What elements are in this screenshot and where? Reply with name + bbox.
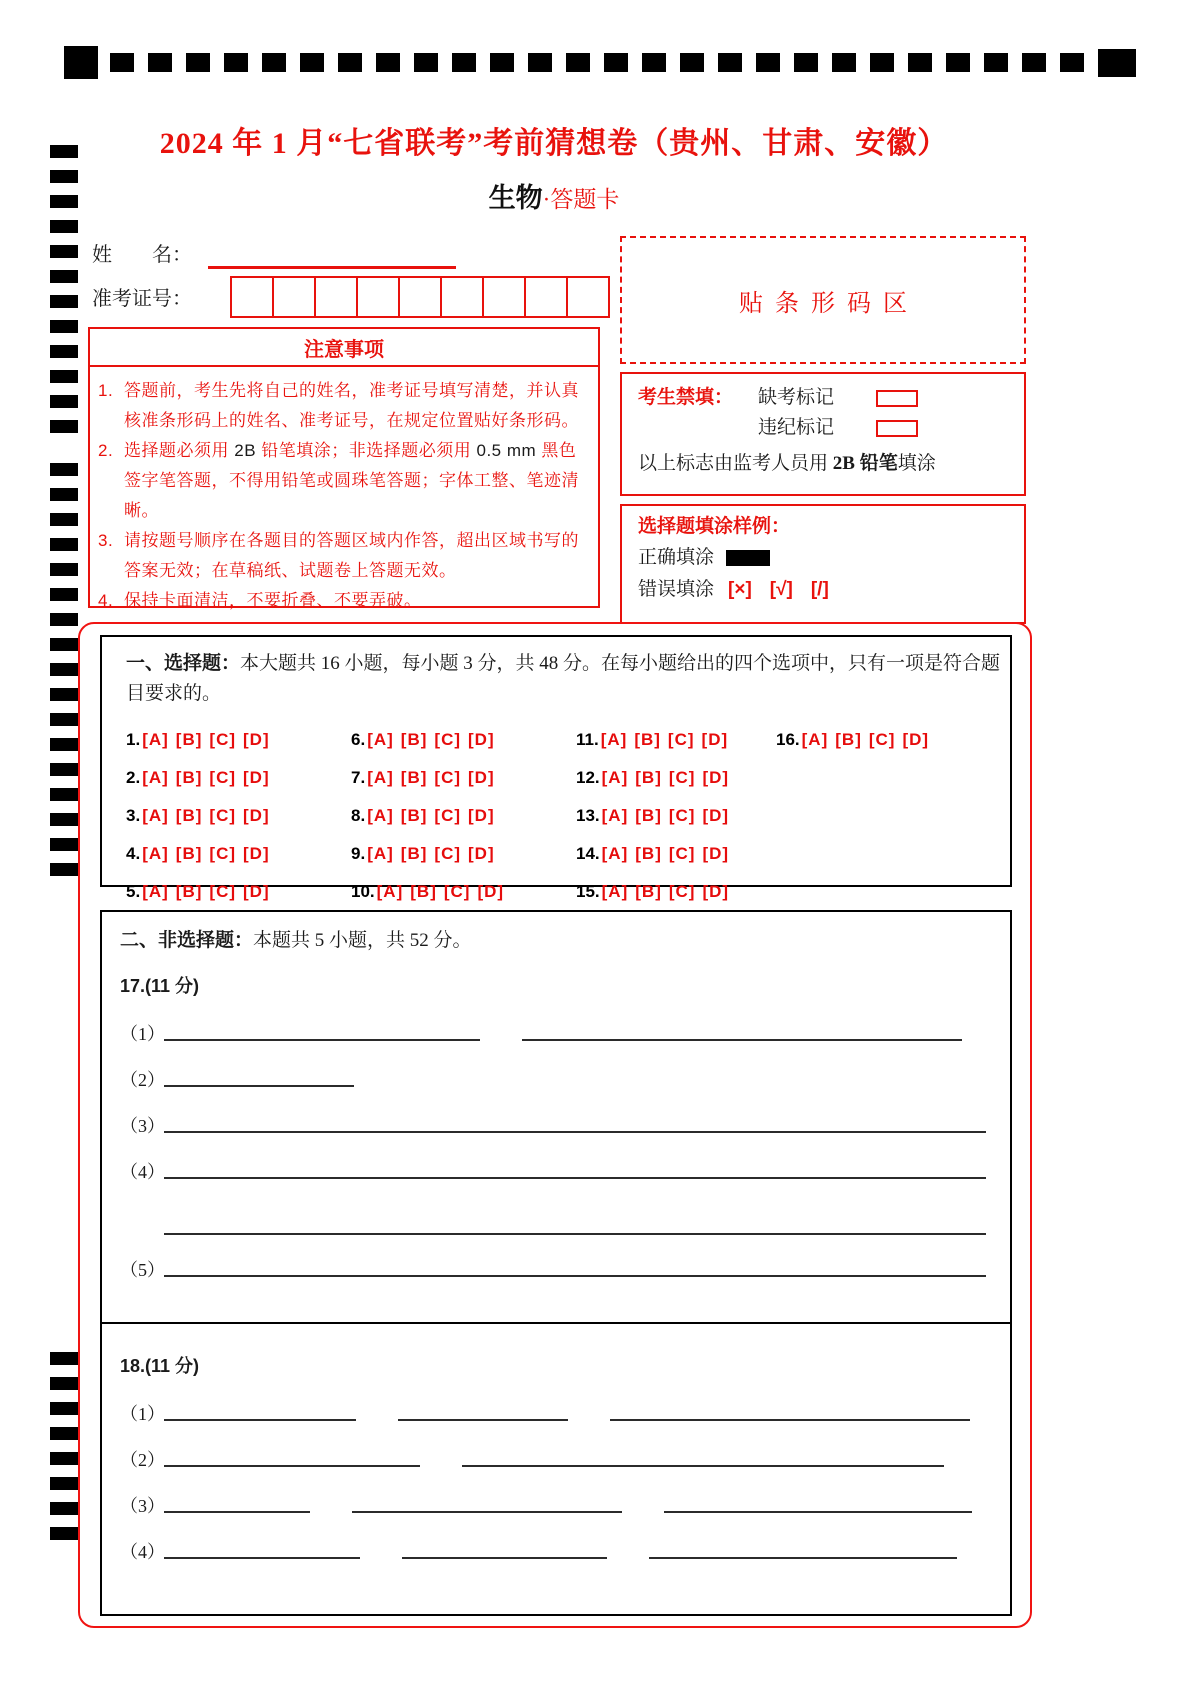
timing-mark bbox=[984, 53, 1008, 72]
mc-question-number: 12. bbox=[576, 768, 600, 787]
timing-mark bbox=[338, 53, 362, 72]
answer-line[interactable] bbox=[164, 1038, 480, 1041]
mc-question-number: 15. bbox=[576, 882, 600, 901]
mc-question-number: 11. bbox=[576, 730, 599, 749]
timing-mark bbox=[50, 513, 78, 526]
id-cell[interactable] bbox=[314, 276, 358, 318]
answer-line[interactable] bbox=[522, 1038, 962, 1041]
mc-options bbox=[367, 806, 501, 826]
mc-option[interactable]: [A] bbox=[601, 844, 629, 863]
timing-mark bbox=[50, 1402, 78, 1415]
timing-mark bbox=[50, 863, 78, 876]
mc-item bbox=[776, 721, 1010, 759]
mc-option[interactable]: [C] bbox=[668, 882, 696, 901]
timing-mark bbox=[50, 1377, 78, 1390]
mc-options bbox=[602, 844, 736, 864]
mc-option[interactable]: [D] bbox=[468, 844, 495, 863]
choice-header-text: 本大题共 16 小题，每小题 3 分，共 48 分。在每小题给出的四个选项中，只有一项是符合题目要求的。 bbox=[126, 653, 1001, 704]
mc-question-number: 8. bbox=[351, 806, 366, 825]
wrong-fill-row bbox=[638, 574, 1024, 606]
mc-option[interactable]: [C] bbox=[209, 730, 237, 749]
mc-option[interactable]: [C] bbox=[209, 844, 237, 863]
choice-header bbox=[126, 649, 1010, 709]
notice-text-segment: 0.5 mm bbox=[476, 441, 542, 460]
timing-mark bbox=[50, 813, 78, 826]
mc-column bbox=[776, 721, 1010, 911]
timing-mark bbox=[1098, 49, 1136, 77]
question-divider bbox=[102, 1322, 1010, 1324]
answer-line[interactable] bbox=[664, 1510, 972, 1513]
timing-mark bbox=[300, 53, 324, 72]
timing-mark bbox=[1022, 53, 1046, 72]
notice-text-segment: 铅笔填涂；非选择题必须用 bbox=[261, 441, 477, 460]
mc-options bbox=[367, 768, 501, 788]
timing-mark bbox=[50, 588, 78, 601]
notice-text-segment: 答题前，考生先将自己的姓名，准考证号填写清楚，并认真核准条形码上的姓名、准考证号，在规定位置贴好条形码。 bbox=[124, 381, 579, 430]
id-cell[interactable] bbox=[230, 276, 274, 318]
answer-line[interactable] bbox=[164, 1232, 986, 1235]
mc-item bbox=[126, 721, 351, 759]
timing-mark bbox=[870, 53, 894, 72]
timing-mark bbox=[148, 53, 172, 72]
answer-row bbox=[120, 1000, 986, 1046]
notice-item-number: 1. bbox=[98, 381, 114, 400]
mc-option[interactable]: [B] bbox=[400, 768, 428, 787]
answer-row bbox=[120, 1472, 986, 1518]
timing-mark bbox=[50, 1477, 78, 1490]
notice-title: 注意事项 bbox=[90, 329, 598, 367]
mc-option[interactable]: [B] bbox=[635, 806, 662, 825]
answer-line[interactable] bbox=[352, 1510, 622, 1513]
proctor-note-suffix: 填涂 bbox=[897, 453, 936, 474]
answer-line[interactable] bbox=[164, 1556, 360, 1559]
id-cell[interactable] bbox=[524, 276, 568, 318]
timing-mark bbox=[50, 245, 78, 258]
mc-option[interactable]: [B] bbox=[400, 806, 428, 825]
mc-item bbox=[351, 835, 576, 873]
mc-option[interactable]: [B] bbox=[175, 806, 203, 825]
notice-box bbox=[88, 327, 600, 608]
mc-option[interactable]: [B] bbox=[175, 730, 203, 749]
mc-column bbox=[126, 721, 351, 911]
mc-option[interactable]: [D] bbox=[243, 806, 270, 825]
mc-option[interactable]: [C] bbox=[209, 882, 237, 901]
timing-mark bbox=[50, 1502, 78, 1515]
mc-column bbox=[576, 721, 776, 911]
mc-option[interactable]: [B] bbox=[400, 730, 428, 749]
mc-item bbox=[126, 759, 351, 797]
mc-question-number: 10. bbox=[351, 882, 375, 901]
timing-mark bbox=[794, 53, 818, 72]
notice-item-text bbox=[124, 526, 590, 586]
mc-option[interactable]: [D] bbox=[468, 730, 495, 749]
timing-mark bbox=[50, 463, 78, 476]
timing-mark bbox=[50, 345, 78, 358]
timing-mark bbox=[642, 53, 666, 72]
answer-row-label: （4） bbox=[120, 1162, 165, 1182]
id-cell[interactable] bbox=[440, 276, 484, 318]
timing-mark bbox=[452, 53, 476, 72]
answer-line[interactable] bbox=[462, 1464, 944, 1467]
page-subtitle bbox=[64, 176, 1044, 215]
mc-option[interactable]: [B] bbox=[175, 768, 203, 787]
timing-mark bbox=[832, 53, 856, 72]
id-cell[interactable] bbox=[272, 276, 316, 318]
timing-mark bbox=[414, 53, 438, 72]
mc-option[interactable]: [C] bbox=[868, 730, 896, 749]
mc-option[interactable]: [C] bbox=[667, 730, 695, 749]
notice-list bbox=[90, 367, 598, 616]
mc-options bbox=[602, 768, 736, 788]
question-number: 17.(11 分) bbox=[120, 976, 200, 996]
timing-mark bbox=[50, 420, 78, 433]
wrong-fill-mark: [/] bbox=[810, 579, 829, 600]
timing-mark bbox=[110, 53, 134, 72]
mc-item bbox=[351, 721, 576, 759]
top-timing-strip bbox=[64, 46, 1136, 79]
timing-mark bbox=[50, 370, 78, 383]
timing-mark bbox=[50, 638, 78, 651]
answer-row bbox=[120, 1194, 986, 1240]
mc-option[interactable]: [D] bbox=[702, 768, 730, 787]
mc-option[interactable]: [C] bbox=[209, 768, 237, 787]
exam-id-label: 准考证号： bbox=[92, 288, 192, 310]
wrong-fill-mark: [√] bbox=[769, 579, 793, 600]
notice-item-text bbox=[124, 586, 590, 616]
mc-question-number: 9. bbox=[351, 844, 366, 863]
answer-row-label: （4） bbox=[120, 1542, 165, 1562]
proctor-note-bold: 2B 铅笔 bbox=[832, 453, 898, 474]
mc-option[interactable]: [C] bbox=[668, 768, 696, 787]
mc-item bbox=[351, 759, 576, 797]
timing-mark bbox=[604, 53, 628, 72]
answer-row-label: （1） bbox=[120, 1024, 165, 1044]
answer-line[interactable] bbox=[164, 1084, 354, 1087]
mc-option[interactable]: [A] bbox=[142, 730, 169, 749]
mc-item bbox=[126, 835, 351, 873]
notice-item bbox=[98, 376, 590, 436]
mc-option[interactable]: [D] bbox=[902, 730, 930, 749]
mc-option[interactable]: [A] bbox=[601, 768, 629, 787]
absent-mark-label: 缺考标记 bbox=[758, 387, 835, 408]
mc-item bbox=[576, 873, 776, 911]
answer-row-label: （5） bbox=[120, 1260, 165, 1280]
answer-line[interactable] bbox=[649, 1556, 957, 1559]
mc-option[interactable]: [A] bbox=[142, 768, 169, 787]
mc-options bbox=[367, 844, 501, 864]
barcode-area bbox=[620, 236, 1026, 364]
question-number: 18.(11 分) bbox=[120, 1356, 200, 1376]
mc-grid bbox=[126, 721, 1010, 911]
barcode-label: 贴条形码区 bbox=[739, 290, 919, 317]
absent-mark-row bbox=[638, 383, 1024, 413]
subjective-header-text: 本题共 5 小题，共 52 分。 bbox=[253, 930, 472, 951]
mc-option[interactable]: [C] bbox=[443, 882, 471, 901]
answer-row-label: （2） bbox=[120, 1070, 165, 1090]
mc-option[interactable]: [D] bbox=[702, 844, 730, 863]
mc-question-number: 4. bbox=[126, 844, 141, 863]
notice-item bbox=[98, 526, 590, 586]
mc-option[interactable]: [D] bbox=[701, 730, 729, 749]
answer-row bbox=[120, 1236, 986, 1282]
violation-mark-label: 违纪标记 bbox=[758, 417, 835, 438]
answer-line[interactable] bbox=[164, 1176, 986, 1179]
mc-option[interactable]: [A] bbox=[601, 882, 629, 901]
answer-row bbox=[120, 1518, 986, 1564]
answer-row bbox=[120, 1426, 986, 1472]
correct-fill-label: 正确填涂 bbox=[638, 547, 715, 568]
mc-option[interactable]: [C] bbox=[434, 768, 462, 787]
answer-row-label: （3） bbox=[120, 1496, 165, 1516]
mc-option[interactable]: [C] bbox=[668, 806, 696, 825]
mc-question-number: 7. bbox=[351, 768, 366, 787]
timing-mark bbox=[376, 53, 400, 72]
timing-mark bbox=[50, 688, 78, 701]
id-cell[interactable] bbox=[482, 276, 526, 318]
answer-line[interactable] bbox=[398, 1418, 568, 1421]
mc-option[interactable]: [A] bbox=[367, 806, 394, 825]
absent-mark-box bbox=[876, 390, 918, 407]
answer-row-label: （3） bbox=[120, 1116, 165, 1136]
wrong-fill-marks bbox=[728, 574, 829, 606]
timing-mark bbox=[1060, 53, 1084, 72]
mc-option[interactable]: [A] bbox=[142, 844, 169, 863]
header bbox=[64, 118, 1044, 215]
timing-mark bbox=[50, 488, 78, 501]
violation-mark-box bbox=[876, 420, 918, 437]
timing-mark bbox=[64, 46, 98, 79]
name-label: 姓 名： bbox=[92, 244, 192, 266]
mc-option[interactable]: [D] bbox=[477, 882, 505, 901]
notice-text-segment: 请按题号顺序在各题目的答题区域内作答，超出区域书写的答案无效；在草稿纸、试题卷上答题无效。 bbox=[124, 531, 579, 580]
timing-mark bbox=[50, 713, 78, 726]
timing-mark bbox=[50, 763, 78, 776]
mc-option[interactable]: [B] bbox=[175, 844, 203, 863]
mc-question-number: 1. bbox=[126, 730, 141, 749]
mc-item bbox=[351, 873, 576, 911]
mc-item bbox=[576, 721, 776, 759]
mc-options bbox=[377, 882, 511, 902]
id-cell-grid bbox=[230, 276, 610, 318]
notice-text-segment: 2B bbox=[234, 441, 262, 460]
timing-mark bbox=[908, 53, 932, 72]
question-block bbox=[120, 972, 986, 1282]
timing-mark bbox=[528, 53, 552, 72]
timing-mark bbox=[50, 788, 78, 801]
mc-option[interactable]: [D] bbox=[243, 768, 270, 787]
answer-line[interactable] bbox=[164, 1510, 310, 1513]
timing-mark bbox=[50, 1352, 78, 1365]
mc-question-number: 13. bbox=[576, 806, 600, 825]
mc-option[interactable]: [D] bbox=[702, 882, 730, 901]
timing-mark bbox=[50, 738, 78, 751]
timing-mark bbox=[50, 563, 78, 576]
mc-options bbox=[142, 806, 276, 826]
mc-options bbox=[142, 730, 276, 750]
mc-option[interactable]: [C] bbox=[434, 730, 462, 749]
mc-option[interactable]: [A] bbox=[600, 730, 628, 749]
timing-mark bbox=[490, 53, 514, 72]
mc-option[interactable]: [D] bbox=[243, 730, 270, 749]
subject-suffix: ·答题卡 bbox=[542, 187, 620, 212]
timing-mark bbox=[50, 295, 78, 308]
timing-mark bbox=[680, 53, 704, 72]
timing-mark bbox=[50, 613, 78, 626]
timing-mark bbox=[946, 53, 970, 72]
timing-mark bbox=[262, 53, 286, 72]
mc-column bbox=[351, 721, 576, 911]
answer-line[interactable] bbox=[164, 1130, 986, 1133]
mc-question-number: 14. bbox=[576, 844, 600, 863]
wrong-fill-mark: [×] bbox=[728, 579, 752, 600]
mc-question-number: 3. bbox=[126, 806, 141, 825]
fill-sample-title: 选择题填涂样例： bbox=[638, 516, 791, 537]
timing-mark bbox=[186, 53, 210, 72]
timing-mark-group bbox=[50, 1352, 78, 1540]
subjective-questions bbox=[120, 972, 986, 1564]
proctor-box bbox=[620, 372, 1026, 496]
answer-row bbox=[120, 1092, 986, 1138]
mc-question-number: 16. bbox=[776, 730, 800, 749]
notice-text-segment: 选择题必须用 bbox=[124, 441, 235, 460]
choice-section bbox=[100, 635, 1012, 901]
mc-option[interactable]: [A] bbox=[367, 730, 394, 749]
mc-options bbox=[142, 844, 276, 864]
correct-fill-row bbox=[638, 542, 1024, 574]
mc-item bbox=[126, 873, 351, 911]
mc-option[interactable]: [B] bbox=[635, 882, 662, 901]
subject-name: 生物 bbox=[488, 183, 543, 213]
mc-option[interactable]: [B] bbox=[835, 730, 862, 749]
answer-line[interactable] bbox=[402, 1556, 607, 1559]
mc-options bbox=[602, 882, 736, 902]
answer-line[interactable] bbox=[164, 1274, 986, 1277]
mc-option[interactable]: [B] bbox=[635, 844, 662, 863]
mc-item bbox=[126, 797, 351, 835]
mc-options bbox=[601, 730, 735, 750]
id-cell[interactable] bbox=[398, 276, 442, 318]
mc-option[interactable]: [D] bbox=[243, 882, 270, 901]
mc-question-number: 2. bbox=[126, 768, 141, 787]
correct-fill-swatch bbox=[726, 550, 770, 566]
mc-option[interactable]: [B] bbox=[635, 768, 662, 787]
mc-option[interactable]: [A] bbox=[142, 882, 169, 901]
mc-option[interactable]: [B] bbox=[634, 730, 661, 749]
timing-mark bbox=[224, 53, 248, 72]
id-cell[interactable] bbox=[356, 276, 400, 318]
mc-option[interactable]: [D] bbox=[702, 806, 730, 825]
answer-row-label: （2） bbox=[120, 1450, 165, 1470]
mc-option[interactable]: [C] bbox=[668, 844, 696, 863]
notice-text-segment: 保持卡面清洁，不要折叠、不要弄破。 bbox=[124, 591, 422, 610]
mc-option[interactable]: [B] bbox=[400, 844, 428, 863]
timing-mark bbox=[50, 1527, 78, 1540]
wrong-fill-label: 错误填涂 bbox=[638, 579, 715, 600]
answer-line[interactable] bbox=[164, 1418, 356, 1421]
mc-option[interactable]: [C] bbox=[434, 806, 462, 825]
mc-option[interactable]: [B] bbox=[410, 882, 437, 901]
timing-mark bbox=[756, 53, 780, 72]
notice-item-text bbox=[124, 376, 590, 436]
mc-option[interactable]: [D] bbox=[468, 768, 495, 787]
timing-mark bbox=[50, 320, 78, 333]
mc-option[interactable]: [A] bbox=[367, 768, 394, 787]
notice-item-number: 3. bbox=[98, 531, 114, 550]
subjective-header bbox=[120, 926, 986, 956]
answer-line[interactable] bbox=[610, 1418, 970, 1421]
violation-mark-row bbox=[638, 413, 1024, 443]
mc-question-number: 5. bbox=[126, 882, 141, 901]
answer-row-label: （1） bbox=[120, 1404, 165, 1424]
mc-option[interactable]: [C] bbox=[209, 806, 237, 825]
proctor-box-title: 考生禁填： bbox=[638, 387, 734, 408]
answer-line[interactable] bbox=[164, 1464, 420, 1467]
notice-text-segment: 黑色签字笔答题，不得用铅笔或圆珠笔答题；字体工整、笔迹清晰。 bbox=[124, 441, 579, 520]
mc-option[interactable]: [D] bbox=[243, 844, 270, 863]
mc-option[interactable]: [A] bbox=[376, 882, 404, 901]
proctor-note bbox=[638, 449, 1024, 479]
answer-row bbox=[120, 1138, 986, 1184]
subjective-header-bold: 二、非选择题： bbox=[120, 930, 254, 951]
mc-options bbox=[367, 730, 501, 750]
timing-mark bbox=[718, 53, 742, 72]
timing-mark bbox=[50, 663, 78, 676]
answer-row bbox=[120, 1380, 986, 1426]
subjective-section bbox=[100, 910, 1012, 1616]
mc-options bbox=[802, 730, 936, 750]
mc-question-number: 6. bbox=[351, 730, 366, 749]
timing-mark bbox=[50, 270, 78, 283]
timing-mark bbox=[50, 1427, 78, 1440]
mc-item bbox=[351, 797, 576, 835]
mc-option[interactable]: [A] bbox=[142, 806, 169, 825]
timing-mark bbox=[50, 538, 78, 551]
mc-item bbox=[576, 835, 776, 873]
fill-sample-box bbox=[620, 504, 1026, 624]
timing-mark-group bbox=[50, 463, 78, 876]
answer-row bbox=[120, 1046, 986, 1092]
mc-options bbox=[602, 806, 736, 826]
mc-option[interactable]: [B] bbox=[175, 882, 203, 901]
mc-option[interactable]: [A] bbox=[801, 730, 829, 749]
mc-item bbox=[576, 797, 776, 835]
timing-mark bbox=[50, 1452, 78, 1465]
timing-mark bbox=[566, 53, 590, 72]
mc-option[interactable]: [D] bbox=[468, 806, 495, 825]
notice-item-text bbox=[124, 436, 590, 526]
notice-item-number: 2. bbox=[98, 441, 114, 460]
name-input-line[interactable] bbox=[208, 240, 456, 269]
mc-option[interactable]: [C] bbox=[434, 844, 462, 863]
notice-item bbox=[98, 436, 590, 526]
timing-mark bbox=[50, 220, 78, 233]
mc-options bbox=[142, 882, 276, 902]
mc-option[interactable]: [A] bbox=[601, 806, 629, 825]
mc-item bbox=[576, 759, 776, 797]
timing-mark bbox=[50, 838, 78, 851]
page-title: 2024 年 1 月“七省联考”考前猜想卷（贵州、甘肃、安徽） bbox=[159, 127, 949, 160]
mc-options bbox=[142, 768, 276, 788]
mc-option[interactable]: [A] bbox=[367, 844, 394, 863]
id-cell[interactable] bbox=[566, 276, 610, 318]
choice-header-bold: 一、选择题： bbox=[126, 653, 241, 674]
proctor-note-prefix: 以上标志由监考人员用 bbox=[638, 453, 833, 474]
notice-item-number: 4. bbox=[98, 591, 114, 610]
notice-item bbox=[98, 586, 590, 616]
question-block bbox=[120, 1352, 986, 1564]
timing-mark bbox=[50, 395, 78, 408]
